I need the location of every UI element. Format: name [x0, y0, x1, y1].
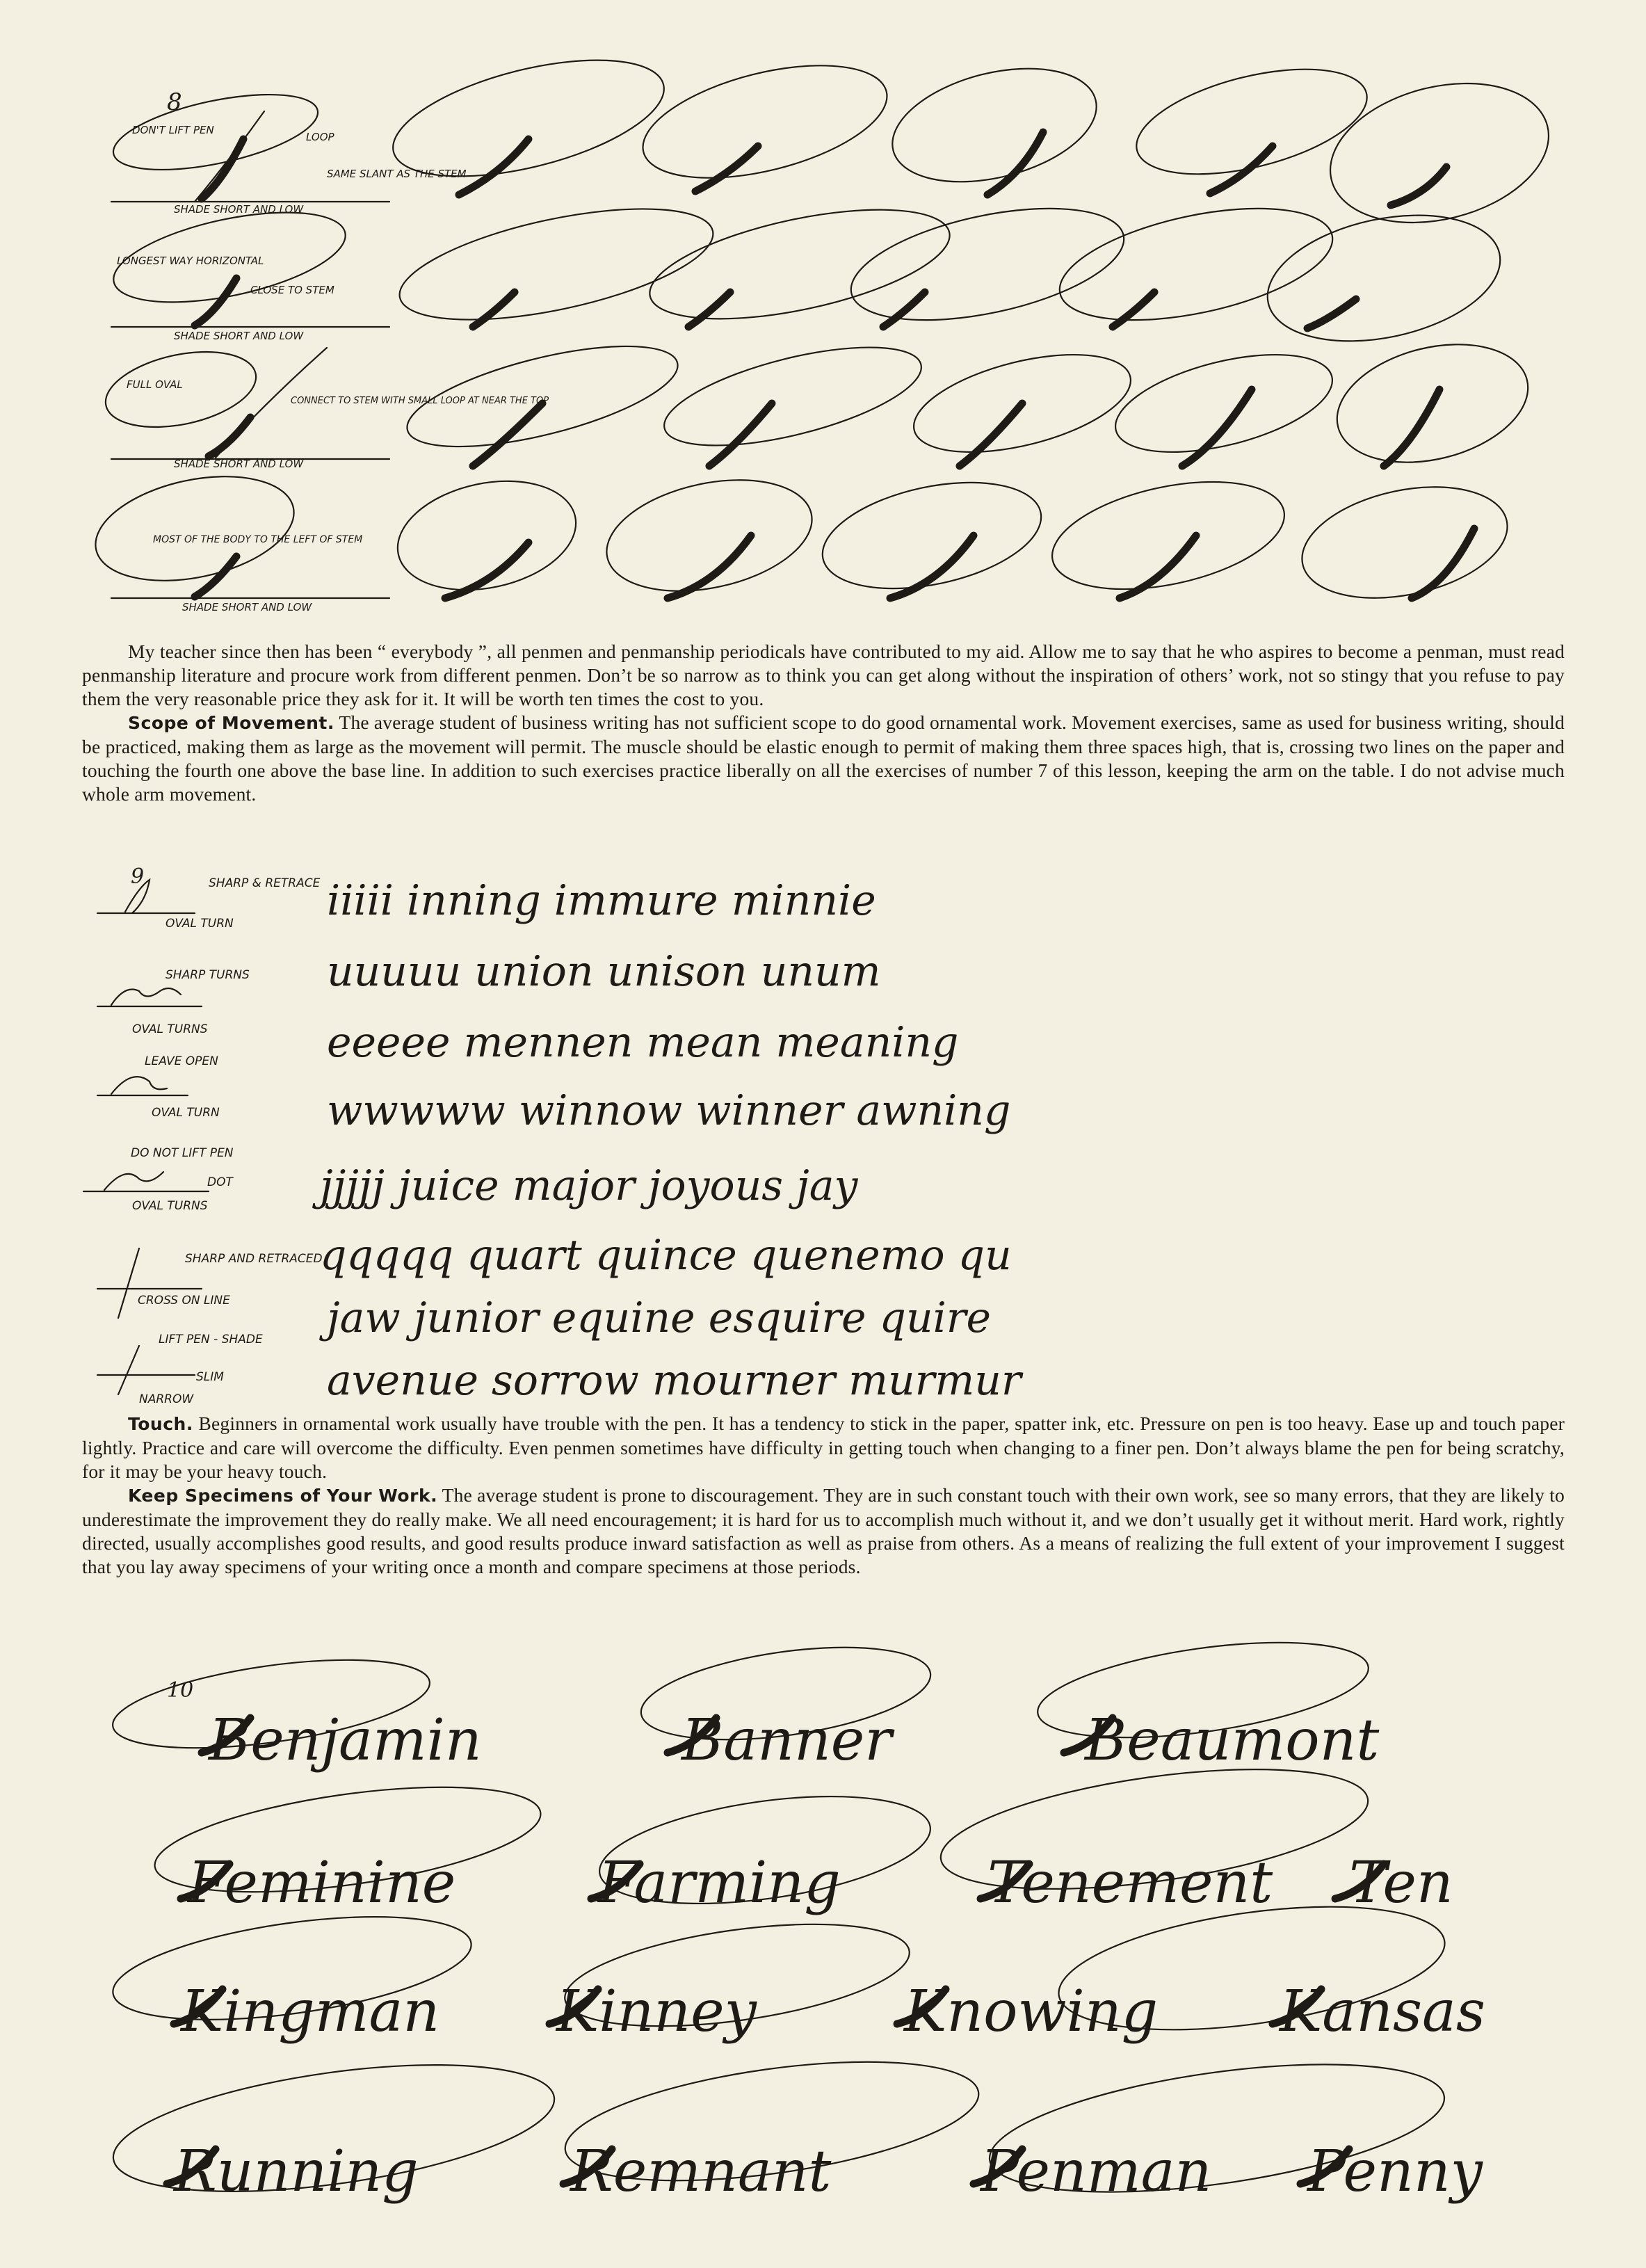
specimens-text: The average student is prone to discouragement. They are in such constant touch with their own work, see so many errors, that they are likely to underestimate the improvement they do really make. We all need encouragement; it is hard for us to accomplish much without it, and we don’t usually get it without merit. Hard work, rightly directed, usually accomplishes good results, and good results produce inward satisfaction as well as praise from others. As a means of realizing the full extent of your improvement I suggest that you lay away specimens of your writing once a month and compare specimens at those periods. [82, 1484, 1565, 1577]
note-same-slant: SAME SLANT AS THE STEM [327, 168, 467, 180]
word-penman: Penman [981, 2139, 1212, 2205]
note-full-oval: FULL OVAL [127, 378, 183, 391]
specimens-heading: Keep Specimens of Your Work. [128, 1486, 438, 1506]
intro-section [82, 640, 1565, 806]
word-running: Running [174, 2139, 419, 2205]
note-dot: DOT [207, 1175, 233, 1189]
note-sharp-retraced: SHARP AND RETRACED [185, 1252, 323, 1266]
note-shade-short-2: SHADE SHORT AND LOW [174, 330, 304, 342]
note-cross-on-line: CROSS ON LINE [138, 1294, 230, 1308]
word-penny: Penny [1307, 2139, 1483, 2205]
note-lift-pen-shade: LIFT PEN - SHADE [159, 1333, 263, 1346]
drill-row-j: jjjjj juice major joyous jay [320, 1161, 858, 1210]
note-sharp-turns: SHARP TURNS [166, 968, 250, 982]
plate-9-lowercase [0, 859, 1646, 1415]
note-shade-short-4: SHADE SHORT AND LOW [182, 601, 312, 613]
plate-9-drill-rows [312, 876, 1024, 1405]
word-remnant: Remnant [570, 2139, 832, 2205]
note-close-to-stem: CLOSE TO STEM [250, 284, 334, 296]
scope-text: The average student of business writing has not sufficient scope to do good ornamental work. Movement exercises, same as used for business writing, should be practiced, making them as large as the movement will permit. The muscle should be elastic enough to permit of making them three spaces high, that is, crossing two lines on the paper and touching the fourth one above the base line. In addition to such exercises practice liberally on all the exercises of number 7 of this lesson, keeping the arm on the table. I do not advise much whole arm movement. [82, 711, 1565, 805]
note-oval-turn-2: OVAL TURN [152, 1106, 220, 1120]
capital-k-drill-row [398, 325, 1541, 481]
note-shade-short-1: SHADE SHORT AND LOW [174, 203, 304, 216]
note-narrow: NARROW [139, 1392, 194, 1406]
note-longest-way: LONGEST WAY HORIZONTAL [117, 255, 264, 267]
word-banner: Banner [681, 1707, 892, 1774]
specimens-paragraph [82, 1483, 1565, 1579]
plate-10-number: 10 [167, 1678, 194, 1703]
plate-9-notes [131, 876, 323, 1406]
note-oval-turns-2: OVAL TURNS [132, 1199, 208, 1213]
note-slim: SLIM [196, 1370, 224, 1384]
note-loop: LOOP [306, 131, 334, 143]
word-feminine: Feminine [188, 1850, 456, 1916]
plate-10-word-rows [172, 1707, 1485, 2205]
word-farming: Farming [598, 1850, 841, 1916]
drill-row-e: eeeee mennen mean meaning [327, 1018, 959, 1067]
drill-row-jaw: jaw junior equine esquire quire [327, 1294, 991, 1342]
plate-8-notes [117, 124, 549, 613]
drill-row-avenue: avenue sorrow mourner murmur [327, 1356, 1022, 1405]
note-sharp-retrace: SHARP & RETRACE [209, 876, 321, 890]
capital-b-drill-row [382, 56, 1563, 244]
note-do-not-lift: DO NOT LIFT PEN [131, 1146, 234, 1160]
touch-heading: Touch. [128, 1414, 193, 1434]
plate-8-capital-drills [382, 56, 1563, 616]
word-ten: Ten [1349, 1850, 1453, 1916]
intro-paragraph: My teacher since then has been “ everybody ”, all penmen and penmanship periodicals have contributed to my aid. Allow me to say that he who aspires to become a penman, must read penmanship literature and procure work from different penmen. Don’t be so narrow as to think you can get along without the inspiration of others’ work, not so stingy that you refuse to pay them the very reasonable price they ask for it. It will be worth ten times the cost to you. [82, 641, 1565, 709]
word-kingman: Kingman [181, 1979, 440, 2045]
word-knowing: Knowing [904, 1979, 1159, 2045]
scope-paragraph [82, 711, 1565, 806]
plate-8-number: 8 [167, 88, 182, 116]
drill-row-q: qqqqq quart quince quenemo qu [320, 1231, 1012, 1280]
note-leave-open: LEAVE OPEN [145, 1054, 218, 1068]
note-dont-lift-pen: DON'T LIFT PEN [132, 124, 214, 136]
plate-9-number: 9 [131, 864, 145, 889]
plate-9-demo-strokes [83, 880, 209, 1394]
word-kansas: Kansas [1280, 1979, 1486, 2045]
plate-10-capital-shades [167, 1718, 1384, 2184]
note-oval-turns-1: OVAL TURNS [132, 1022, 208, 1036]
capital-f-drill-row [391, 187, 1512, 361]
word-beaumont: Beaumont [1085, 1707, 1380, 1774]
plate-8-capitals [0, 56, 1646, 626]
note-connect-to-stem: CONNECT TO STEM WITH SMALL LOOP AT NEAR THE TOP [291, 396, 549, 406]
drill-row-u: uuuuu union unison unum [327, 947, 881, 996]
touch-section [82, 1412, 1565, 1579]
capital-t-drill-row [387, 463, 1517, 615]
drill-row-i: iiiii inning immure minnie [327, 876, 876, 925]
note-oval-turn-1: OVAL TURN [166, 917, 234, 931]
word-benjamin: Benjamin [209, 1707, 482, 1774]
touch-paragraph [82, 1412, 1565, 1483]
drill-row-w: wwwww winnow winner awning [327, 1086, 1011, 1135]
word-kinney: Kinney [556, 1979, 757, 2045]
scope-heading: Scope of Movement. [128, 713, 334, 733]
note-most-of-body: MOST OF THE BODY TO THE LEFT OF STEM [153, 534, 363, 545]
note-shade-short-3: SHADE SHORT AND LOW [174, 458, 304, 470]
touch-text: Beginners in ornamental work usually have trouble with the pen. It has a tendency to stick in the paper, spatter ink, etc. Pressure on pen is too heavy. Ease up and touch paper lightly. Practice and care will overcome the difficulty. Even penmen sometimes have difficulty in getting touch when changing to a finer pen. Don’t always blame the pen for being scratchy, for it may be your heavy touch. [82, 1413, 1565, 1482]
plate-10-words [0, 1641, 1646, 2253]
word-tenement: Tenement [987, 1850, 1273, 1916]
